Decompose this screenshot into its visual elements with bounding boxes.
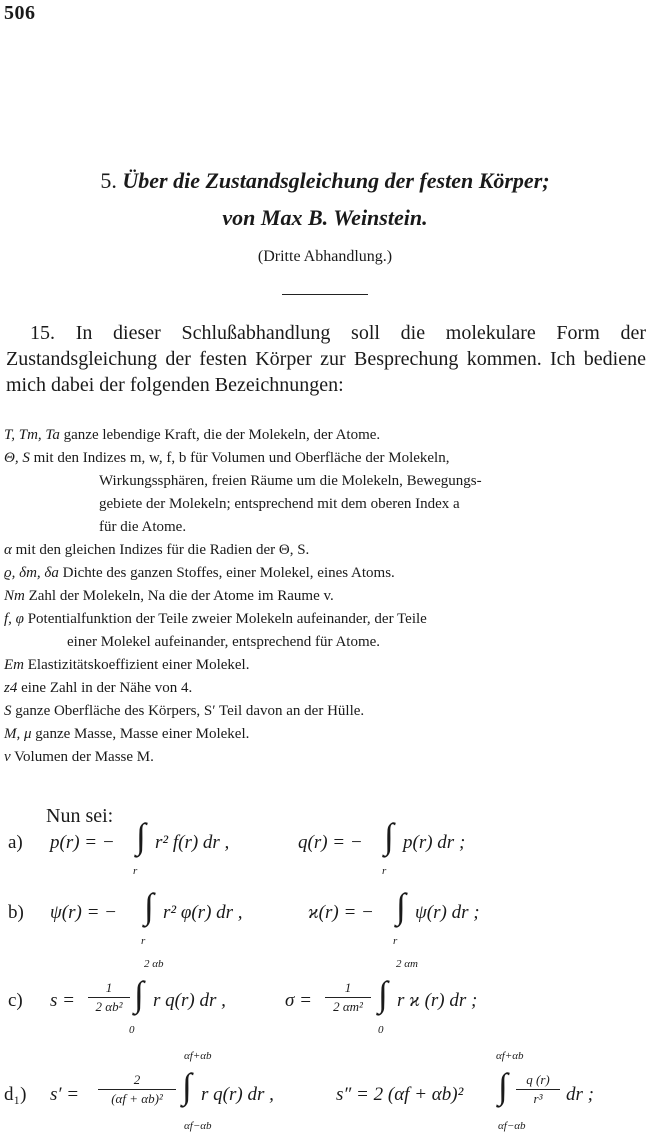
equation-left-integrand: r² f(r) dr , (155, 832, 230, 853)
definition-item: Θ, S mit den Indizes m, w, f, b für Volumen und Oberfläche der Molekeln, (4, 450, 450, 466)
integral-upper-limit: 2 αb (144, 958, 164, 970)
integral-sign: ∫ (136, 816, 146, 856)
equation-label: b) (8, 902, 24, 923)
definition-continuation: Wirkungssphären, freien Räume um die Molekeln, Bewegungs- (99, 473, 482, 489)
integral-sign: ∫ (144, 886, 154, 926)
equation-right-tail: dr ; (566, 1084, 594, 1105)
integral-lower-limit: r (141, 935, 146, 947)
definitions-list (4, 424, 644, 769)
integral-lower-limit: αf−αb (498, 1120, 526, 1132)
fraction: q (r) r³ (516, 1072, 560, 1107)
integral-sign: ∫ (134, 974, 144, 1014)
intro-text: 15. In dieser Schlußabhandlung soll die molekulare Form der Zustandsgleichung der festen Körper zur Besprechung kommen. Ich bediene mich dabei der folgenden Bezeichnungen: (6, 322, 646, 396)
fraction: 2 (αf + αb)² (98, 1072, 176, 1107)
definition-item: α mit den gleichen Indizes für die Radien der Θ, S. (4, 542, 310, 558)
article-title: Über die Zustandsgleichung der festen Körper; (122, 168, 550, 193)
definition-item: v Volumen der Masse M. (4, 749, 154, 765)
integral-lower-limit: r (393, 935, 398, 947)
integral-sign: ∫ (182, 1066, 192, 1106)
equation-label: a) (8, 832, 23, 853)
integral-lower-limit: r (382, 865, 387, 877)
integral-lower-limit: 0 (378, 1024, 384, 1036)
definition-item: S ganze Oberfläche des Körpers, S′ Teil davon an der Hülle. (4, 703, 365, 719)
equation-right-lhs: s″ = 2 (αf + αb)² (336, 1084, 464, 1105)
definition-continuation: gebiete der Molekeln; entsprechend mit dem oberen Index a (99, 496, 460, 512)
nun-sei-text: Nun sei: (46, 805, 114, 827)
equation-label: d₁) (4, 1084, 27, 1105)
equation-left-lhs: s′ = (50, 1084, 80, 1105)
article-author-line: von Max B. Weinstein. (222, 205, 428, 230)
integral-sign: ∫ (384, 816, 394, 856)
equation-left-lhs: s = (50, 990, 75, 1011)
divider-rule (282, 294, 368, 295)
definition-item: f, φ Potentialfunktion der Teile zweier Molekeln aufeinander, der Teile (4, 611, 427, 627)
integral-lower-limit: r (133, 865, 138, 877)
equation-right-integrand: p(r) dr ; (403, 832, 466, 853)
integral-upper-limit: 2 αm (396, 958, 418, 970)
definition-continuation: für die Atome. (99, 519, 187, 535)
integral-lower-limit: 0 (129, 1024, 135, 1036)
equation-left-integrand: r q(r) dr , (153, 990, 226, 1011)
article-title-line1 (0, 168, 650, 194)
fraction: 1 2 αm² (325, 980, 371, 1015)
intro-paragraph (6, 320, 646, 398)
integral-sign: ∫ (378, 974, 388, 1014)
integral-lower-limit: αf−αb (184, 1120, 212, 1132)
definition-item: T, Tm, Ta ganze lebendige Kraft, die der Molekeln, der Atome. (4, 427, 381, 443)
definition-item: ϱ, δm, δa Dichte des ganzen Stoffes, einer Molekel, eines Atoms. (4, 565, 395, 581)
definition-continuation: einer Molekel aufeinander, entsprechend für Atome. (67, 634, 381, 650)
integral-sign: ∫ (498, 1066, 508, 1106)
page-number: 506 (4, 2, 36, 24)
definition-item: M, μ ganze Masse, Masse einer Molekel. (4, 726, 250, 742)
integral-sign: ∫ (396, 886, 406, 926)
equation-left-lhs: ψ(r) = − (50, 902, 117, 923)
definition-item: Em Elastizitätskoeffizient einer Molekel. (4, 657, 250, 673)
equation-right-integrand: ψ(r) dr ; (415, 902, 480, 923)
definition-item: z4 eine Zahl in der Nähe von 4. (4, 680, 193, 696)
equation-right-lhs: q(r) = − (298, 832, 363, 853)
equation-right-lhs: ϰ(r) = − (308, 902, 374, 923)
equation-left-lhs: p(r) = − (50, 832, 115, 853)
equation-label: c) (8, 990, 23, 1011)
equation-right-integrand: r ϰ (r) dr ; (397, 990, 478, 1011)
equation-right-lhs: σ = (285, 990, 312, 1011)
definition-item: Nm Zahl der Molekeln, Na die der Atome im Raume v. (4, 588, 334, 604)
integral-upper-limit: αf+αb (496, 1050, 524, 1062)
equation-left-integrand: r q(r) dr , (201, 1084, 274, 1105)
article-subtitle: (Dritte Abhandlung.) (257, 248, 393, 265)
equation-left-integrand: r² φ(r) dr , (163, 902, 243, 923)
fraction: 1 2 αb² (88, 980, 130, 1015)
integral-upper-limit: αf+αb (184, 1050, 212, 1062)
article-number: 5. (100, 168, 117, 193)
